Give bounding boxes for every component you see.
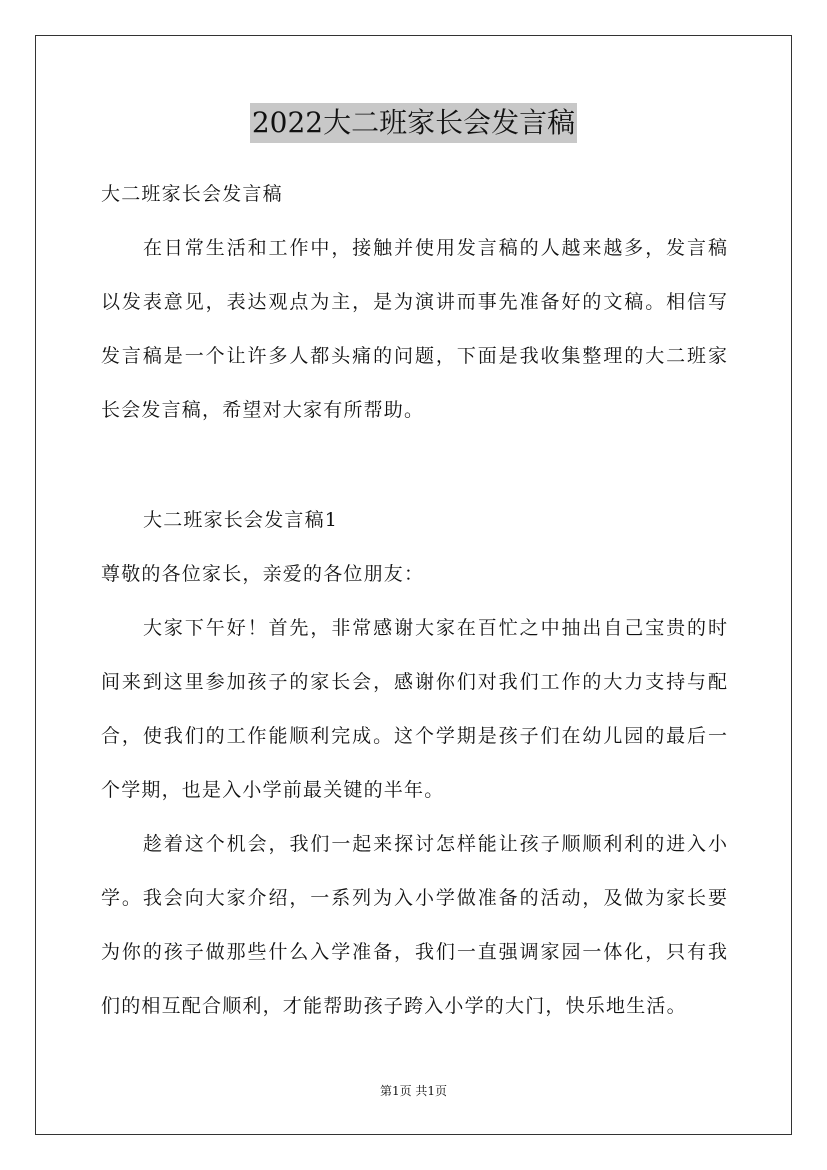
intro-line-2: 以发表意见，表达观点为主，是为演讲而事先准备好的文稿。相信写: [101, 291, 727, 313]
para2-line-2: 学。我会向大家介绍，一系列为入小学做准备的活动，及做为家长要: [101, 887, 727, 909]
para1-line-3: 合，使我们的工作能顺利完成。这个学期是孩子们在幼儿园的最后一: [101, 725, 727, 747]
para2-line-1: 趁着这个机会，我们一起来探讨怎样能让孩子顺顺利利的进入小: [143, 833, 727, 855]
salutation: 尊敬的各位家长，亲爱的各位朋友：: [101, 563, 425, 585]
section-heading: 大二班家长会发言稿1: [143, 509, 339, 531]
page-footer: 第1页 共1页: [379, 1084, 448, 1098]
intro-line-1: 在日常生活和工作中，接触并使用发言稿的人越来越多，发言稿: [143, 237, 727, 259]
para2-line-4: 们的相互配合顺利，才能帮助孩子跨入小学的大门，快乐地生活。: [101, 995, 687, 1017]
para1-line-2: 间来到这里参加孩子的家长会，感谢你们对我们工作的大力支持与配: [101, 671, 727, 693]
para2-line-3: 为你的孩子做那些什么入学准备，我们一直强调家园一体化，只有我: [101, 941, 727, 963]
intro-line-3: 发言稿是一个让许多人都头痛的问题，下面是我收集整理的大二班家: [101, 345, 727, 367]
title-container: [0, 103, 827, 143]
para1-line-1: 大家下午好！首先，非常感谢大家在百忙之中抽出自己宝贵的时: [143, 617, 727, 639]
subtitle: 大二班家长会发言稿: [101, 183, 283, 205]
intro-line-4: 长会发言稿，希望对大家有所帮助。: [101, 399, 425, 421]
para1-line-4: 个学期，也是入小学前最关键的半年。: [101, 779, 445, 801]
document-title: 2022大二班家长会发言稿: [250, 103, 577, 143]
